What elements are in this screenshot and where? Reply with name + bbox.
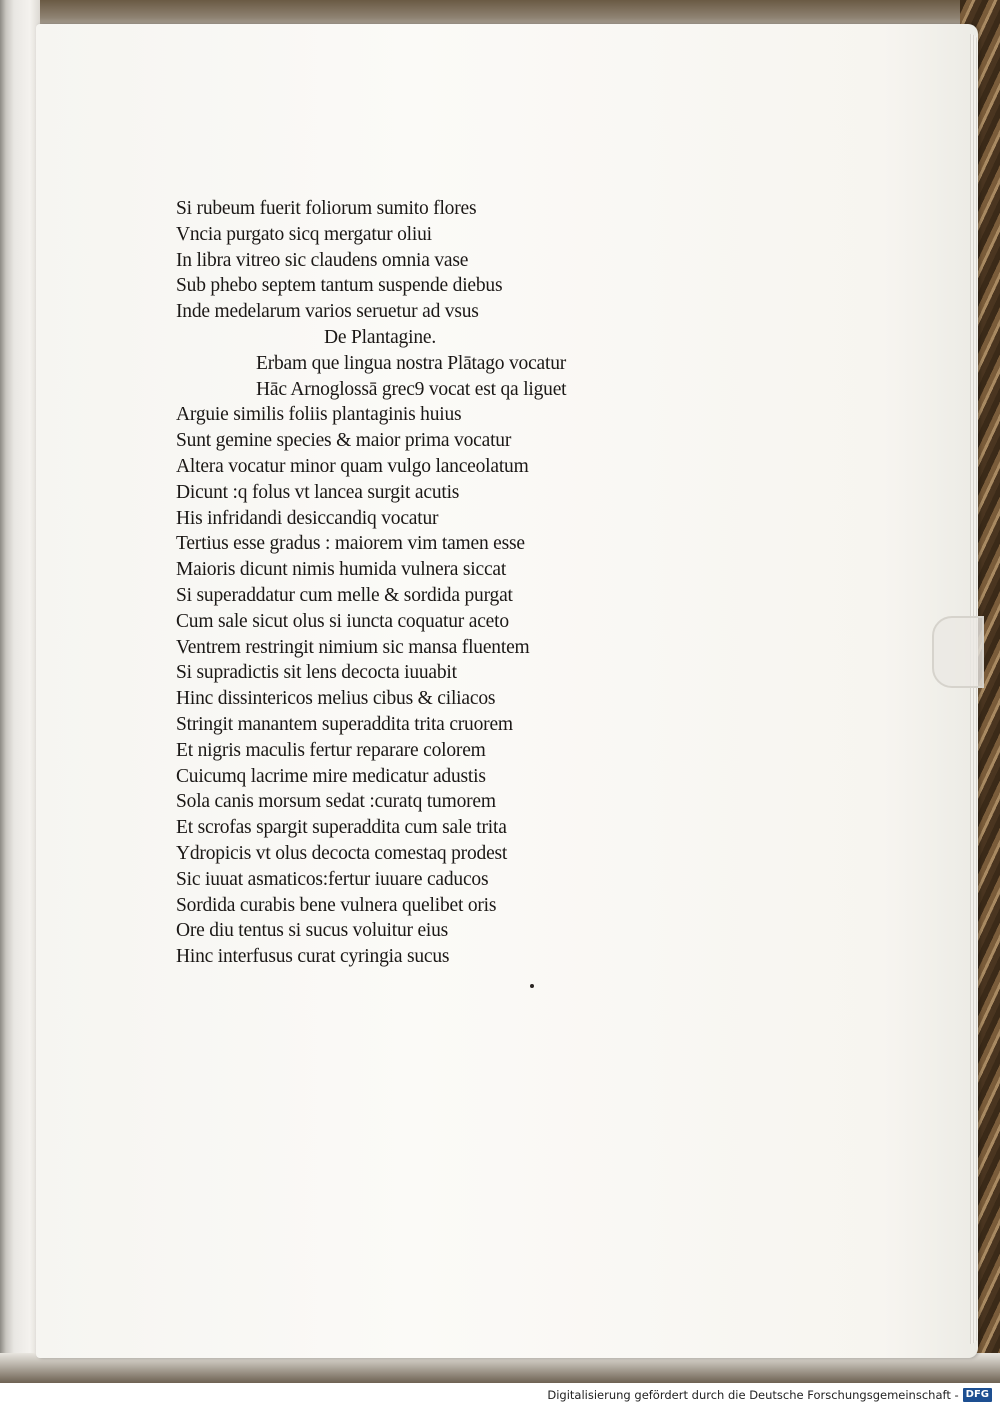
text-line: Si rubeum fuerit foliorum sumito flores bbox=[176, 198, 477, 219]
text-line-indented: Hāc Arnoglossā grec9 vocat est qa liguet bbox=[256, 378, 567, 400]
text-line: In libra vitreo sic claudens omnia vase bbox=[176, 249, 469, 271]
text-line: Sordida curabis bene vulnera quelibet oris bbox=[176, 894, 497, 916]
text-line: Si superaddatur cum melle & sordida purgat bbox=[176, 584, 513, 606]
text-line: Tertius esse gradus : maiorem vim tamen esse bbox=[176, 533, 525, 555]
text-line: Sola canis morsum sedat :curatq tumorem bbox=[176, 791, 496, 813]
text-line: Cuicumq lacrime mire medicatur adustis bbox=[176, 765, 486, 787]
text-line: His infridandi desiccandiq vocatur bbox=[176, 507, 439, 529]
text-line: Vncia purgato sicq mergatur oliui bbox=[176, 223, 432, 245]
text-line: Cum sale sicut olus si iuncta coquatur aceto bbox=[176, 610, 509, 632]
text-line: Hinc interfusus curat cyringia sucus bbox=[176, 946, 450, 968]
dfg-logo-icon: DFG bbox=[963, 1388, 992, 1402]
text-line: Altera vocatur minor quam vulgo lanceolatum bbox=[176, 455, 529, 477]
text-line: Dicunt :q folus vt lancea surgit acutis bbox=[176, 481, 460, 503]
text-line: Hinc dissintericos melius cibus & ciliacos bbox=[176, 688, 496, 710]
section-heading: De Plantagine. bbox=[324, 326, 437, 348]
text-line: Ventrem restringit nimium sic mansa fluentem bbox=[176, 636, 530, 658]
text-line: Ore diu tentus si sucus voluitur eius bbox=[176, 920, 449, 942]
text-line: Arguie similis foliis plantaginis huius bbox=[176, 404, 462, 426]
text-line-indented: Erbam que lingua nostra Plātago vocatur bbox=[256, 352, 567, 374]
page-edge bbox=[970, 34, 978, 1344]
text-line: Sunt gemine species & maior prima vocatur bbox=[176, 430, 512, 452]
text-line: Et nigris maculis fertur reparare colorem bbox=[176, 739, 486, 761]
printed-text-block bbox=[176, 196, 616, 970]
text-line: Et scrofas spargit superaddita cum sale trita bbox=[176, 817, 507, 839]
left-page-edge bbox=[0, 0, 40, 1383]
footer-bar bbox=[0, 1383, 1000, 1407]
printed-dot bbox=[530, 984, 534, 988]
text-line: Ydropicis vt olus decocta comestaq prodest bbox=[176, 842, 508, 864]
text-line: Sub phebo septem tantum suspende diebus bbox=[176, 275, 503, 297]
text-line: Si supradictis sit lens decocta iuuabit bbox=[176, 662, 457, 684]
text-line: Stringit manantem superaddita trita cruorem bbox=[176, 713, 513, 735]
page-clip bbox=[932, 616, 984, 688]
footer-credit-text: Digitalisierung gefördert durch die Deutsche Forschungsgemeinschaft - bbox=[547, 1388, 959, 1402]
text-line: Maioris dicunt nimis humida vulnera siccat bbox=[176, 559, 507, 581]
text-line: Inde medelarum varios seruetur ad vsus bbox=[176, 301, 479, 323]
text-line: Sic iuuat asmaticos:fertur iuuare caducos bbox=[176, 868, 489, 890]
